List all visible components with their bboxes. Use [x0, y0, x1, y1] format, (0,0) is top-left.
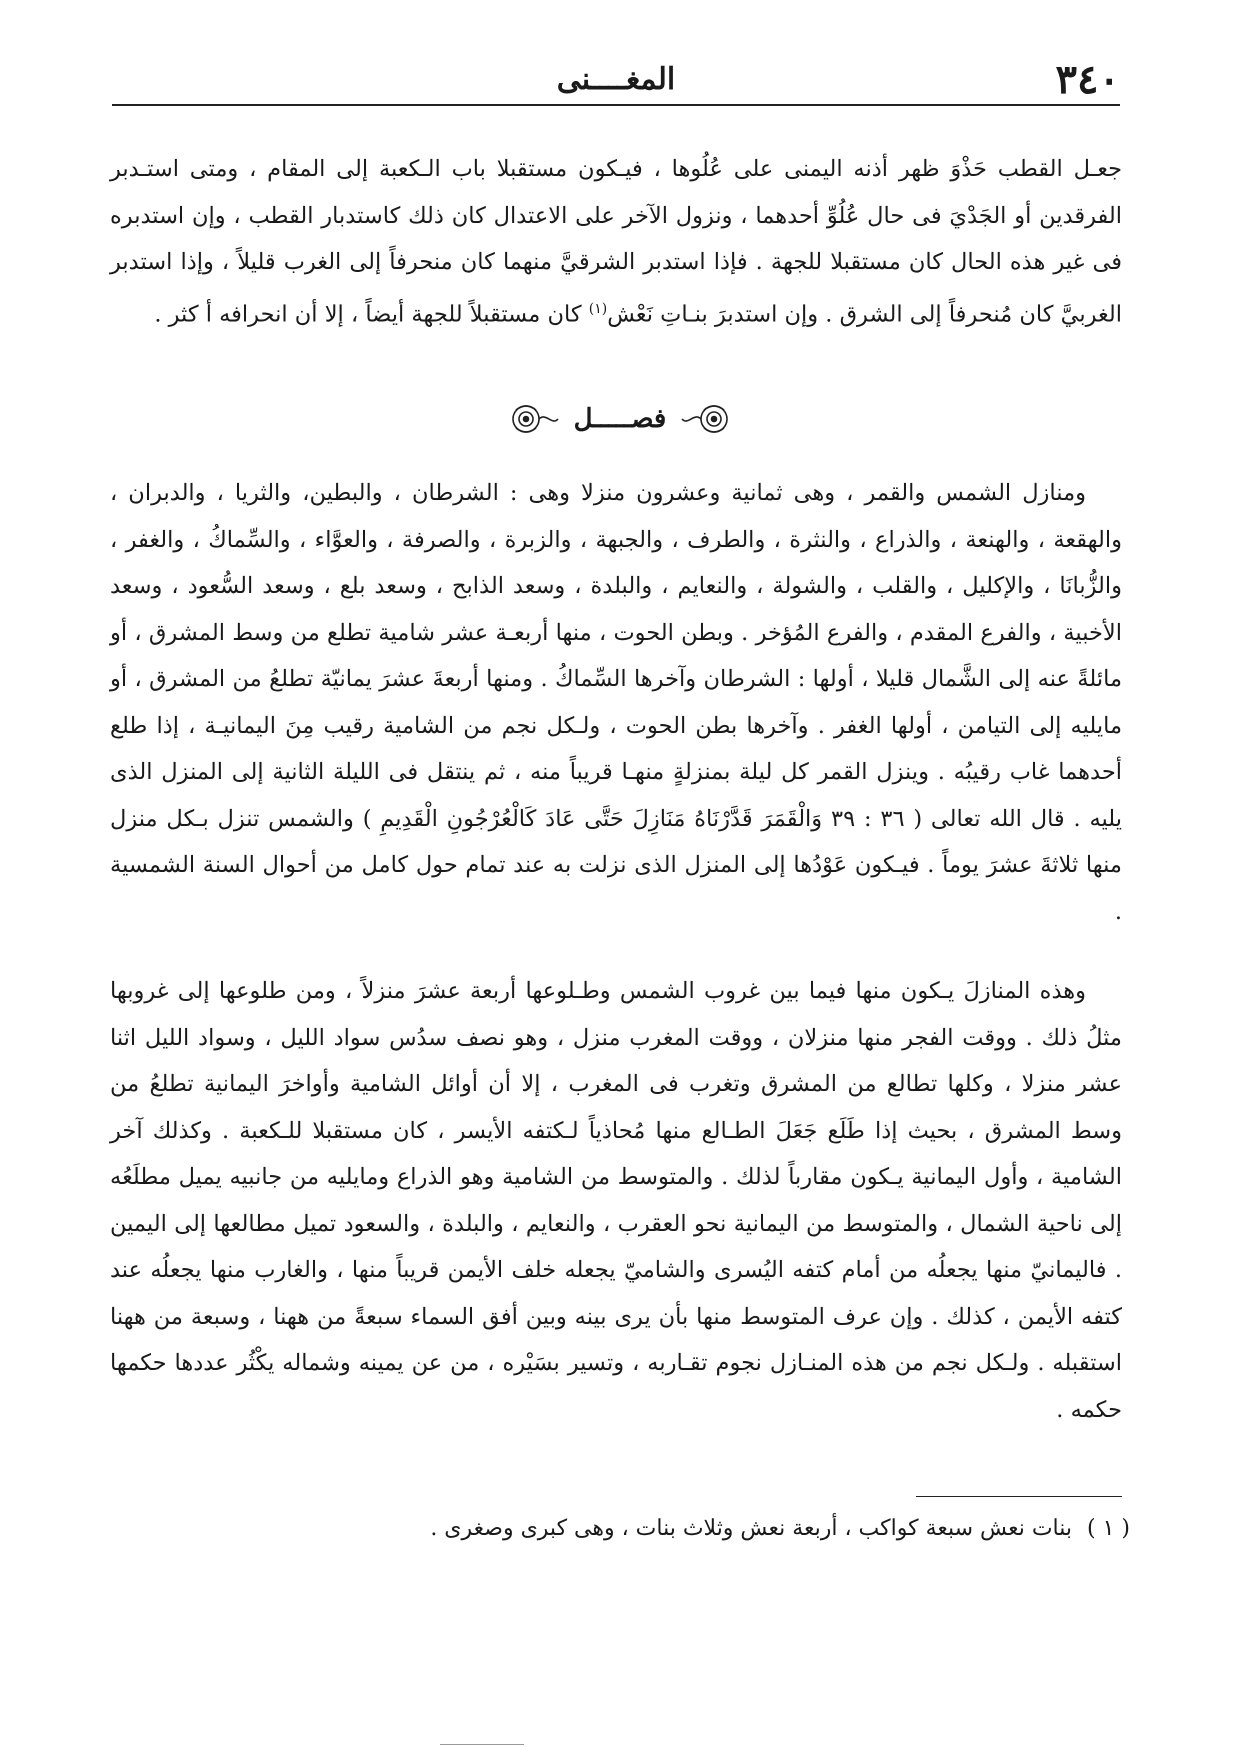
footnote-text: بنات نعش سبعة كواكب ، أربعة نعش وثلاث بنات ، وهى كبرى وصغرى .	[430, 1516, 1073, 1541]
paragraph-2-end: ) والشمس تنزل بـكل منزل منها ثلاثةَ عشرَ يوماً . فيـكون عَوْدُها إلى المنزل الذى نزلت به عند تمام حول كامل من أحوال السنة الشمسية .	[110, 805, 1122, 925]
running-header	[112, 58, 1120, 106]
paragraph-1-end: كان مستقبلاً للجهة أيضاً ، إلا أن انحرافه أ كثر .	[154, 301, 589, 327]
paragraph-2	[110, 470, 1122, 935]
quran-verse: وَالْقَمَرَ قَدَّرْنَاهُ مَنَازِلَ حَتَّى عَادَ كَالْعُرْجُونِ الْقَدِيمِ	[380, 805, 823, 832]
paragraph-2-text: ومنازل الشمس والقمر ، وهى ثمانية وعشرون منزلا وهى : الشرطان ، والبطين، والثريا ، والدبران ، والهقعة ، والهنعة ، والذراع ، والنثرة ، والطرف ، والجبهة ، والزبرة ، والصرفة ، والعوَّاء ، والسِّماكُ ، والغفر ، والزُّبانَا ، والإكليل ، والقلب ، والشولة ، والنعايم ، والبلدة ، وسعد الذابح ، وسعد بلع ، وسعد السُّعود ، وسعد الأخبية ، والفرع المقدم ، والفرع المُؤخر . وبطن الحوت ، منها أربعـة عشر شامية تطلع من وسط المشرق ، أو مائلةً عنه إلى الشَّمال قليلا ، أولها : الشرطان وآخرها السِّماكُ . ومنها أربعةَ عشرَ يمانيّة تطلعُ من المشرق ، أو مايليه إلى التيامن ، أولها الغفر . وآخرها بطن الحوت ، ولـكل نجم من الشامية رقيب مِنَ اليمانيـة ، إذا طلع أحدهما غاب رقيبُه . وينزل القمر كل ليلة بمنزلةٍ منهـا قريباً منه ، ثم ينتقل فى الليلة الثانية إلى المنزل الذى يليه . قال الله تعالى ( ٣٦ : ٣٩	[110, 480, 1123, 832]
footnote-reference: (١)	[588, 300, 608, 317]
paragraph-3: وهذه المنازلَ يـكون منها فيما بين غروب الشمس وطـلوعها أربعة عشرَ منزلاً ، ومن طلوعها إلى غروبها مثلُ ذلك . ووقت الفجر منها منزلان ، ووقت المغرب منزل ، وهو نصف سدُس سواد الليل ، وسواد الليل اثنا عشر منزلا ، وكلها تطالع من المشرق وتغرب فى المغرب ، إلا أن أوائل الشامية وأواخرَ اليمانية تطلعُ من وسط المشرق ، بحيث إذا طَلَع جَعَلَ الطـالع منها مُحاذياً لـكتفه الأيسر ، كان مستقبلا للـكعبة . وكذلك آخر الشامية ، وأول اليمانية يـكون مقارباً لذلك . والمتوسط من الشامية وهو الذراع ومايليه من جانبيه يميل مطلَعُه إلى ناحية الشمال ، والمتوسط من اليمانية نحو العقرب ، والنعايم ، والبلدة ، والسعود تميل مطالعها إلى اليمين . فاليمانيّ منها يجعلُه من أمام كتفه اليُسرى والشاميّ يجعله خلف الأيمن قريباً منها ، والغارب منها يجعلُه عند كتفه الأيمن ، كذلك . وإن عرف المتوسط منها بأن يرى بينه وبين أفق السماء سبعةً من ههنا ، وسبعة من ههنا استقبله . ولـكل نجم من هذه المنـازل نجوم تقـاربه ، وتسير بسَيْره ، من عن يمينه وشماله يكْثُر عددها حكمها حكمه .	[110, 978, 1122, 1423]
page-number: ٣٤٠	[1055, 56, 1120, 103]
bottom-divider	[440, 1744, 524, 1745]
section-title: فصـــــل	[573, 404, 667, 434]
running-title: المغــــنى	[556, 62, 676, 97]
footnote-marker: ( ١ )	[1087, 1516, 1130, 1541]
paragraph-1-text: جعـل القطب حَذْوَ ظهر أذنه اليمنى على عُلُوها ، فيـكون مستقبلا باب الـكعبة إلى المقام ، ومتى استـدبر الفرقدين أو الجَدْيَ فى حال عُلُوِّ أحدهما ، ونزول الآخر على الاعتدال كان ذلك كاستدبار القطب ، وإن استدبره فى غير هذه الحال كان مستقبلا للجهة . فإذا استدبر الشرقيَّ منهما كان منحرفاً إلى الغرب قليلاً ، وإذا استدبر الغربيَّ كان مُنحرفاً إلى الشرق . وإن استدبرَ بنـاتِ نَعْش	[110, 156, 1122, 327]
ornament-right-icon	[680, 400, 738, 438]
footnote-divider	[916, 1496, 1122, 1497]
paragraph-1	[110, 146, 1122, 338]
section-heading	[0, 400, 1240, 452]
ornament-left-icon	[502, 400, 560, 438]
footnote	[200, 1512, 1130, 1546]
